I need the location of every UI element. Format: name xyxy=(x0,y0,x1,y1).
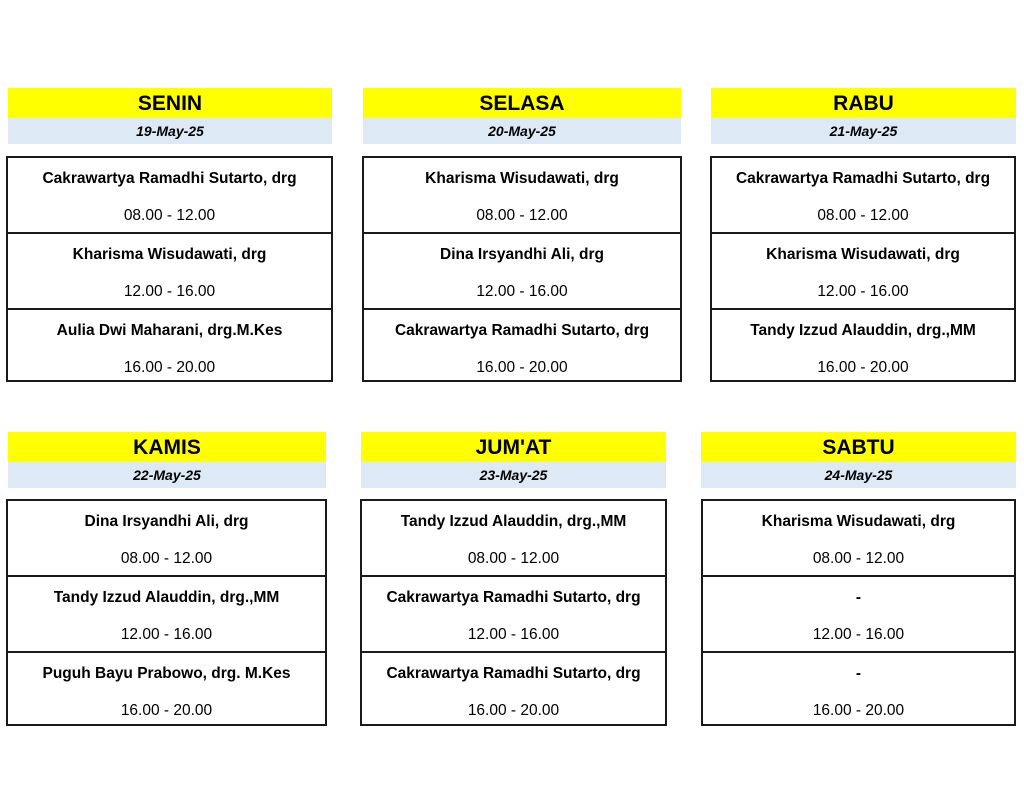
slot-time: 12.00 - 16.00 xyxy=(817,283,909,300)
doctor-name: Dina Irsyandhi Ali, drg xyxy=(440,246,604,263)
schedule-slot xyxy=(703,577,1014,653)
schedule-table-rabu xyxy=(710,156,1016,382)
slot-time: 12.00 - 16.00 xyxy=(120,626,213,643)
slot-time: 12.00 - 16.00 xyxy=(467,626,560,643)
doctor-name: Kharisma Wisudawati, drg xyxy=(766,246,960,263)
slot-time: 12.00 - 16.00 xyxy=(123,283,216,300)
doctor-name: - xyxy=(855,589,862,606)
day-date: 23-May-25 xyxy=(361,462,666,488)
schedule-table-selasa xyxy=(362,156,682,382)
schedule-slot xyxy=(364,234,680,310)
slot-time: 08.00 - 12.00 xyxy=(476,207,568,224)
schedule-slot xyxy=(8,310,331,382)
schedule-table-senin xyxy=(6,156,333,382)
day-kamis xyxy=(8,432,326,488)
doctor-name: Puguh Bayu Prabowo, drg. M.Kes xyxy=(42,665,291,682)
schedule-slot xyxy=(712,158,1014,234)
doctor-name: - xyxy=(855,665,862,682)
day-name: JUM'AT xyxy=(361,432,666,462)
doctor-name: Dina Irsyandhi Ali, drg xyxy=(84,513,249,530)
schedule-slot xyxy=(703,653,1014,725)
schedule-slot xyxy=(364,158,680,234)
schedule-slot xyxy=(8,158,331,234)
schedule-table-jumat xyxy=(360,499,667,726)
schedule-slot xyxy=(8,577,325,653)
schedule-slot xyxy=(362,501,665,577)
day-name: RABU xyxy=(711,88,1016,118)
slot-time: 12.00 - 16.00 xyxy=(812,626,905,643)
slot-time: 08.00 - 12.00 xyxy=(812,550,905,567)
day-name: SABTU xyxy=(701,432,1016,462)
doctor-name: Aulia Dwi Maharani, drg.M.Kes xyxy=(56,322,283,339)
slot-time: 16.00 - 20.00 xyxy=(123,359,216,376)
slot-time: 16.00 - 20.00 xyxy=(476,359,568,376)
day-date: 24-May-25 xyxy=(701,462,1016,488)
schedule-slot xyxy=(8,653,325,725)
day-date: 22-May-25 xyxy=(8,462,326,488)
schedule-table-kamis xyxy=(6,499,327,726)
schedule-slot xyxy=(712,234,1014,310)
day-selasa xyxy=(363,88,681,144)
day-name: KAMIS xyxy=(8,432,326,462)
day-date: 19-May-25 xyxy=(8,118,332,144)
slot-time: 16.00 - 20.00 xyxy=(467,702,560,719)
schedule-slot xyxy=(703,501,1014,577)
slot-time: 12.00 - 16.00 xyxy=(476,283,568,300)
doctor-name: Cakrawartya Ramadhi Sutarto, drg xyxy=(735,170,991,187)
slot-time: 16.00 - 20.00 xyxy=(120,702,213,719)
slot-time: 08.00 - 12.00 xyxy=(817,207,909,224)
doctor-name: Cakrawartya Ramadhi Sutarto, drg xyxy=(394,322,650,339)
schedule-slot xyxy=(712,310,1014,382)
day-sabtu xyxy=(701,432,1016,488)
day-name: SELASA xyxy=(363,88,681,118)
schedule-slot xyxy=(362,653,665,725)
schedule-slot xyxy=(8,234,331,310)
slot-time: 16.00 - 20.00 xyxy=(812,702,905,719)
doctor-name: Cakrawartya Ramadhi Sutarto, drg xyxy=(386,665,641,682)
schedule-slot xyxy=(8,501,325,577)
day-date: 21-May-25 xyxy=(711,118,1016,144)
doctor-name: Tandy Izzud Alauddin, drg.,MM xyxy=(400,513,627,530)
doctor-name: Kharisma Wisudawati, drg xyxy=(425,170,619,187)
doctor-name: Cakrawartya Ramadhi Sutarto, drg xyxy=(42,170,297,187)
slot-time: 16.00 - 20.00 xyxy=(817,359,909,376)
day-jumat xyxy=(361,432,666,488)
schedule-slot xyxy=(362,577,665,653)
doctor-name: Kharisma Wisudawati, drg xyxy=(761,513,956,530)
day-rabu xyxy=(711,88,1016,144)
day-senin xyxy=(8,88,332,144)
day-date: 20-May-25 xyxy=(363,118,681,144)
day-name: SENIN xyxy=(8,88,332,118)
schedule-slot xyxy=(364,310,680,382)
doctor-name: Tandy Izzud Alauddin, drg.,MM xyxy=(750,322,976,339)
schedule-table-sabtu xyxy=(701,499,1016,726)
doctor-name: Kharisma Wisudawati, drg xyxy=(72,246,267,263)
doctor-name: Tandy Izzud Alauddin, drg.,MM xyxy=(53,589,280,606)
slot-time: 08.00 - 12.00 xyxy=(123,207,216,224)
slot-time: 08.00 - 12.00 xyxy=(467,550,560,567)
doctor-name: Cakrawartya Ramadhi Sutarto, drg xyxy=(386,589,641,606)
slot-time: 08.00 - 12.00 xyxy=(120,550,213,567)
